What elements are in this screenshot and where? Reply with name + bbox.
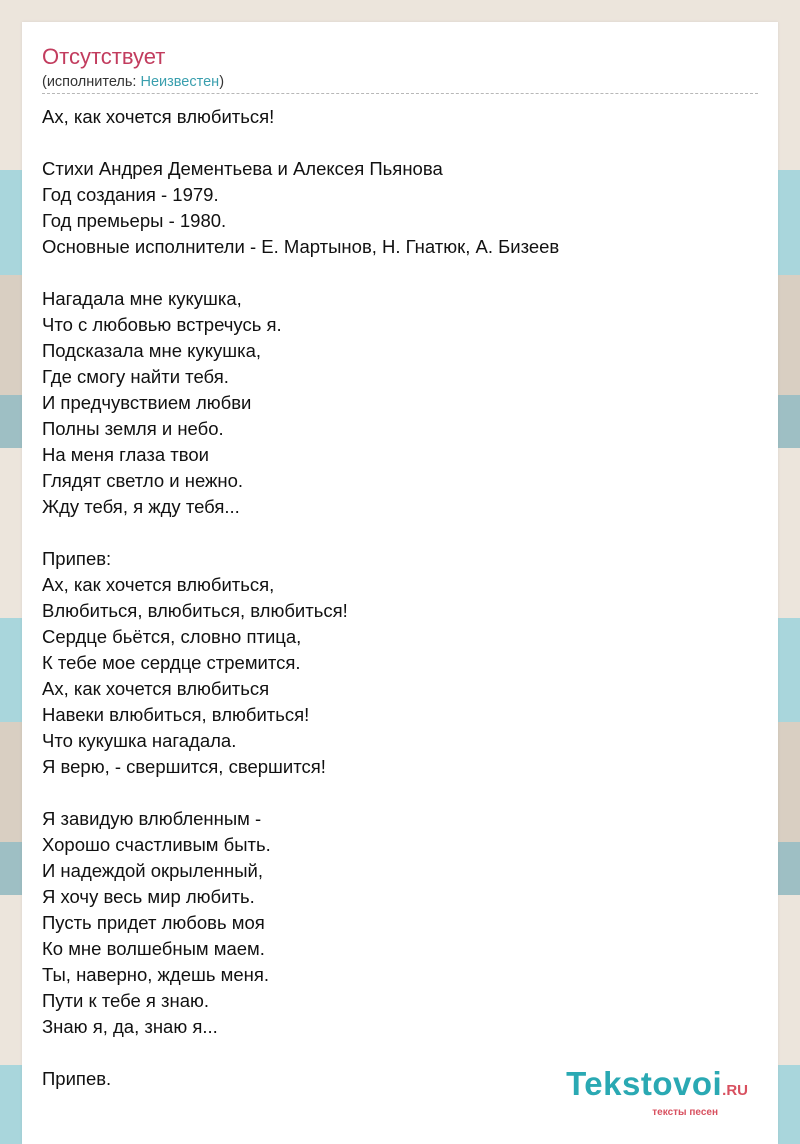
logo-tagline: тексты песен	[652, 1107, 718, 1118]
artist-line	[42, 73, 224, 91]
dashed-divider	[42, 93, 758, 94]
lyrics-text: Ах, как хочется влюбиться! Стихи Андрея Дементьева и Алексея Пьянова Год создания - 1979. Год премьеры - 1980. Основные исполнители - Е. Мартынов, Н. Гнатюк, А. Бизеев Нагадала мне кукушка, Что с любовью встречусь я. Подсказала мне кукушка, Где смогу найти тебя. И предчувствием любви Полны земля и небо. На меня глаза твои Глядят светло и нежно. Жду тебя, я жду тебя... Припев: Ах, как хочется влюбиться, Влюбиться, влюбиться, влюбиться! Сердце бьётся, словно птица, К тебе мое сердце стремится. Ах, как хочется влюбиться Навеки влюбиться, влюбиться! Что кукушка нагадала. Я верю, - свершится, свершится! Я завидую влюбленным - Хорошо счастливым быть. И надеждой окрыленный, Я хочу весь мир любить. Пусть придет любовь моя Ко мне волшебным маем. Ты, наверно, ждешь меня. Пути к тебе я знаю. Знаю я, да, знаю я... Припев.	[42, 106, 560, 1089]
site-logo[interactable]	[566, 1067, 748, 1118]
artist-prefix: (исполнитель:	[42, 74, 141, 90]
logo-name: Tekstovoi	[566, 1065, 723, 1102]
logo-tld: .RU	[722, 1082, 748, 1099]
artist-suffix: )	[219, 74, 225, 90]
song-title: Отсутствует	[42, 44, 166, 69]
logo-wordmark	[566, 1067, 748, 1108]
artist-link[interactable]: Неизвестен	[140, 74, 220, 90]
lyrics-card	[22, 22, 778, 1144]
